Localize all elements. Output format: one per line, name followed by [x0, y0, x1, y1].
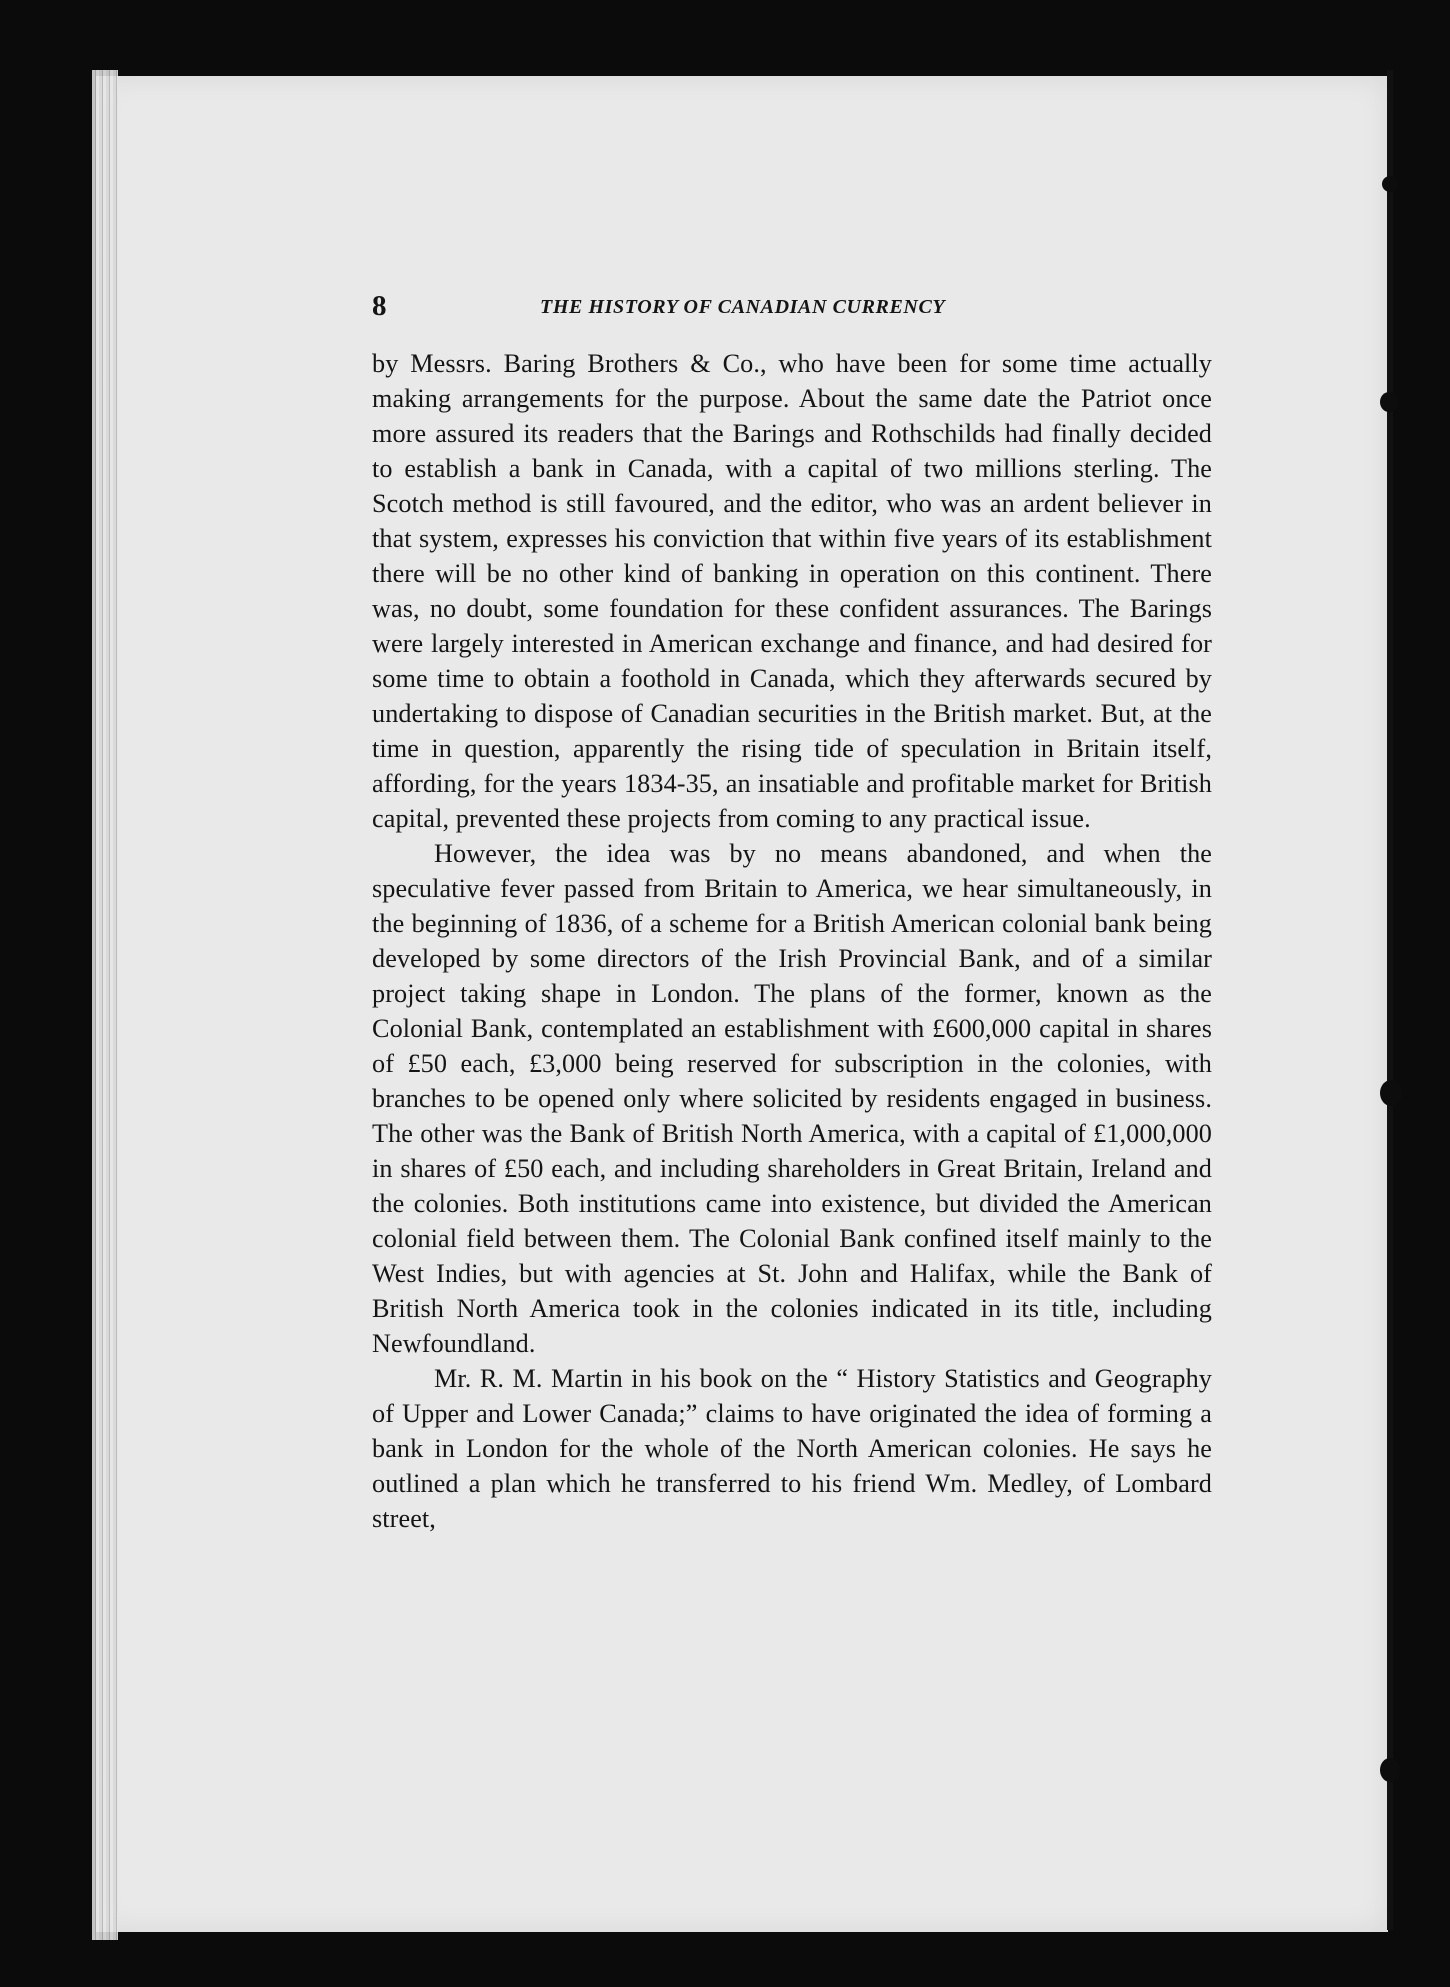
- right-margin-rule: [1387, 70, 1393, 1930]
- running-title: THE HISTORY OF CANADIAN CURRENCY: [540, 296, 946, 318]
- page-gutter-edge: [92, 70, 118, 1940]
- page-content: [372, 290, 1212, 1536]
- binding-mark: [1382, 176, 1398, 192]
- binding-mark: [1380, 392, 1398, 412]
- binding-mark: [1380, 1758, 1400, 1782]
- binding-mark: [1380, 1080, 1402, 1106]
- running-head: [372, 290, 1212, 334]
- page-number: 8: [372, 290, 387, 322]
- paragraph: by Messrs. Baring Brothers & Co., who have been for some time actually making arrangements for the purpose. About the same date the Patriot once more assured its readers that the Barings and Rothschilds had finally decided to establish a bank in Canada, with a capital of two millions sterling. The Scotch method is still favoured, and the editor, who was an ardent believer in that system, expresses his conviction that within five years of its establishment there will be no other kind of banking in operation on this continent. There was, no doubt, some foundation for these confident assurances. The Barings were largely interested in American exchange and finance, and had desired for some time to obtain a foothold in Canada, which they afterwards secured by undertaking to dispose of Canadian securities in the British market. But, at the time in question, apparently the rising tide of speculation in Britain itself, affording, for the years 1834-35, an insatiable and profitable market for British capital, prevented these projects from coming to any practical issue.: [372, 349, 1212, 833]
- paragraph: Mr. R. M. Martin in his book on the “ History Statistics and Geography of Upper and Lower Canada;” claims to have originated the idea of forming a bank in London for the whole of the North American colonies. He says he outlined a plan which he transferred to his friend Wm. Medley, of Lombard street,: [372, 1364, 1212, 1533]
- paragraph: However, the idea was by no means abandoned, and when the speculative fever passed from Britain to America, we hear simultaneously, in the beginning of 1836, of a scheme for a British American colonial bank being developed by some directors of the Irish Provincial Bank, and of a similar project taking shape in London. The plans of the former, known as the Colonial Bank, contemplated an establishment with £600,000 capital in shares of £50 each, £3,000 being reserved for subscription in the colonies, with branches to be opened only where solicited by residents engaged in business. The other was the Bank of British North America, with a capital of £1,000,000 in shares of £50 each, and including shareholders in Great Britain, Ireland and the colonies. Both institutions came into existence, but divided the American colonial field between them. The Colonial Bank confined itself mainly to the West Indies, but with agencies at St. John and Halifax, while the Bank of British North America took in the colonies indicated in its title, including Newfoundland.: [372, 839, 1212, 1358]
